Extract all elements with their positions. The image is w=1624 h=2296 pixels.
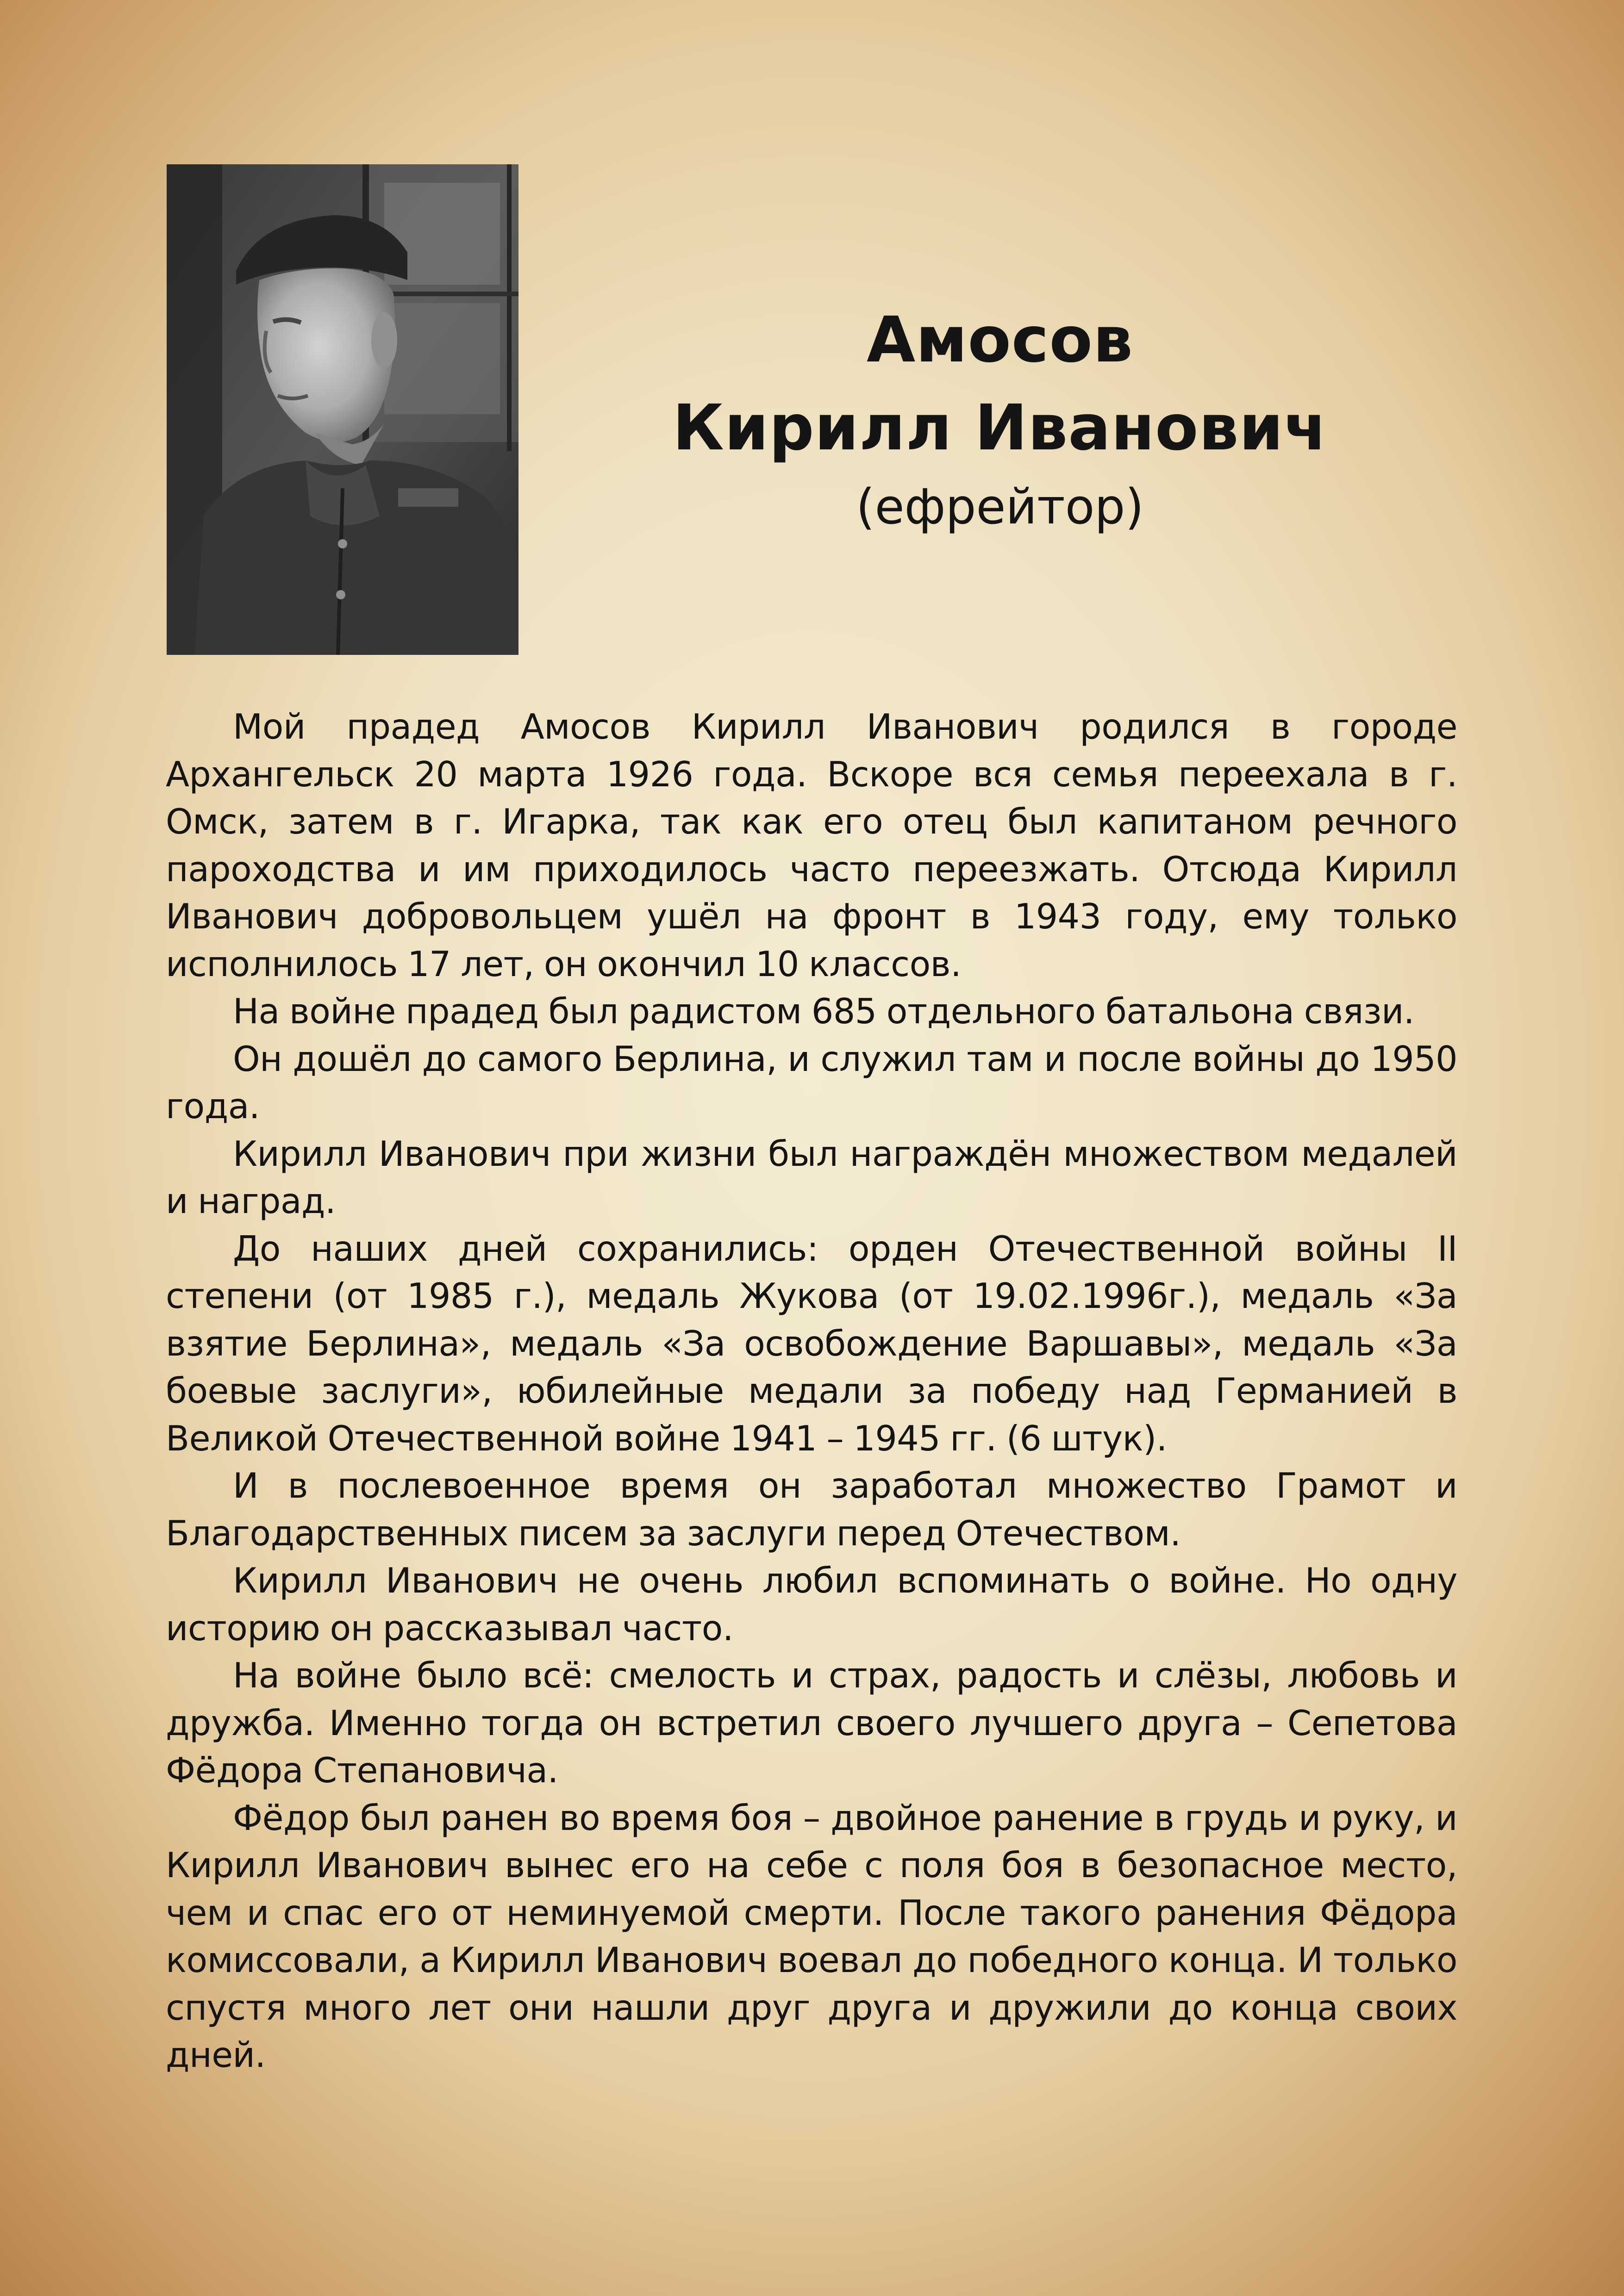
surname-title: Амосов — [867, 304, 1133, 377]
paragraph: На войне было всё: смелость и страх, радость и слёзы, любовь и дружба. Именно тогда он встретил своего лучшего друга – Сепетова Фёдора Степановича. — [166, 1655, 1457, 1791]
paragraph: Кирилл Иванович при жизни был награждён множеством медалей и наград. — [166, 1133, 1457, 1221]
given-names-title: Кирилл Иванович — [672, 392, 1328, 465]
paragraph: И в послевоенное время он заработал множество Грамот и Благодарственных писем за заслуги перед Отечеством. — [166, 1466, 1457, 1554]
paragraph: Кирилл Иванович не очень любил вспоминать о войне. Но одну историю он рассказывал часто. — [166, 1561, 1457, 1649]
portrait-photo — [167, 164, 518, 655]
paragraph: Мой прадед Амосов Кирилл Иванович родился в городе Архангельск 20 марта 1926 года. Вскоре вся семья переехала в г. Омск, затем в г. Игарка, так как его отец был капитаном речного пароходства и им приходилось часто переезжать. Отсюда Кирилл Иванович добровольцем ушёл на фронт в 1943 году, ему только исполнилось 17 лет, он окончил 10 классов. — [166, 707, 1457, 984]
rank-subtitle: (ефрейтор) — [856, 479, 1144, 535]
biography-text — [166, 703, 1457, 2079]
name-heading — [648, 296, 1352, 541]
paragraph: На войне прадед был радистом 685 отдельного батальона связи. — [233, 991, 1415, 1032]
portrait-photo-icon — [167, 164, 518, 655]
paragraph: До наших дней сохранились: орден Отечественной войны II степени (от 1985 г.), медаль Жукова (от 19.02.1996г.), медаль «За взятие Берлина», медаль «За освобождение Варшавы», медаль «За боевые заслуги», юбилейные медали за победу над Германией в Великой Отечественной войне 1941 – 1945 гг. (6 штук). — [166, 1228, 1457, 1459]
paragraph: Он дошёл до самого Берлина, и служил там и после войны до 1950 года. — [166, 1039, 1457, 1126]
paragraph: Фёдор был ранен во время боя – двойное ранение в грудь и руку, и Кирилл Иванович вынес его на себе с поля боя в безопасное место, чем и спас его от неминуемой смерти. После такого ранения Фёдора комиссовали, а Кирилл Иванович воевал до победного конца. И только спустя много лет они нашли друг друга и дружили до конца своих дней. — [166, 1798, 1457, 2075]
